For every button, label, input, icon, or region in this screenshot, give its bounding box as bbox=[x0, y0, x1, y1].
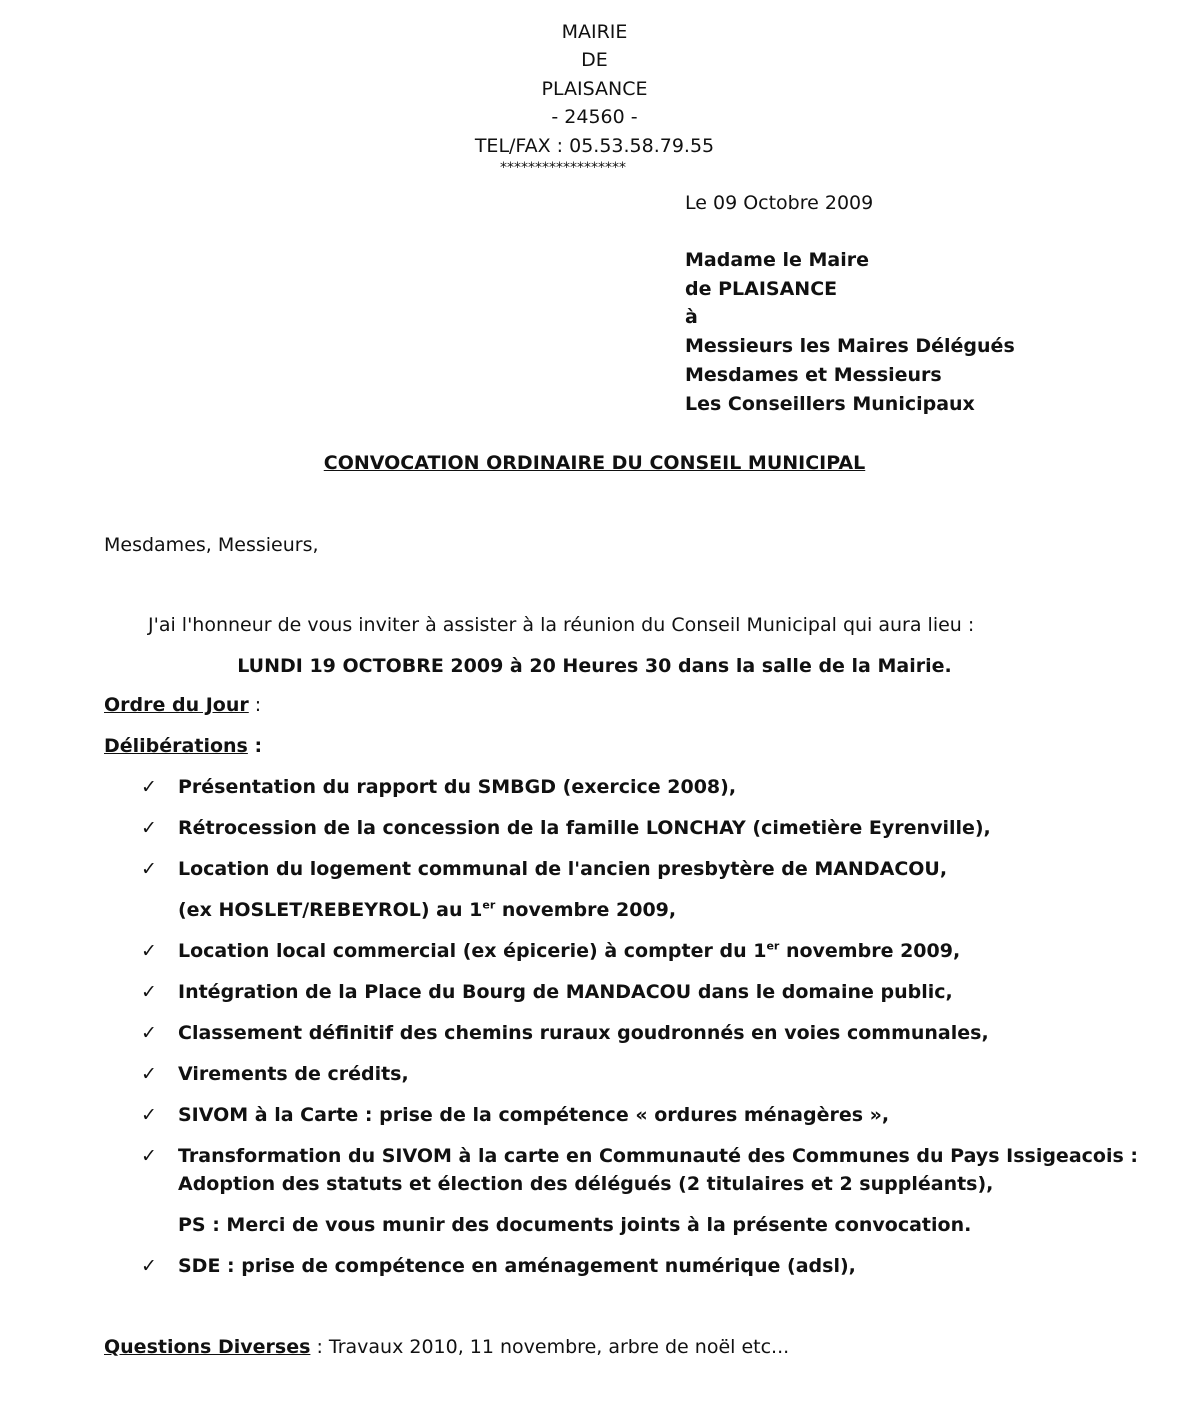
questions-label: Questions Diverses bbox=[104, 1336, 311, 1358]
intro-paragraph: J'ai l'honneur de vous inviter à assister à la réunion du Conseil Municipal qui aura lieu : bbox=[148, 614, 975, 636]
header-telfax: TEL/FAX : 05.53.58.79.55 bbox=[474, 135, 715, 157]
list-item: Transformation du SIVOM à la carte en Communauté des Communes du Pays Issigeacois : bbox=[178, 1145, 1138, 1167]
list-item-text: Location local commercial (ex épicerie) à compter du 1 bbox=[178, 940, 767, 962]
superscript: er bbox=[482, 898, 496, 912]
agenda-heading bbox=[104, 694, 261, 716]
list-item: SIVOM à la Carte : prise de la compétence « ordures ménagères », bbox=[178, 1104, 890, 1126]
header-postcode: - 24560 - bbox=[551, 106, 638, 128]
meeting-details: LUNDI 19 OCTOBRE 2009 à 20 Heures 30 dans la salle de la Mairie. bbox=[237, 655, 952, 677]
list-item-text: (ex HOSLET/REBEYROL) au 1 bbox=[178, 899, 483, 921]
list-item: Classement définitif des chemins ruraux goudronnés en voies communales, bbox=[178, 1022, 989, 1044]
header-mairie: MAIRIE bbox=[561, 21, 628, 43]
recipient-line-2: de PLAISANCE bbox=[685, 278, 838, 300]
check-icon: ✓ bbox=[141, 1022, 157, 1044]
list-item-continued bbox=[178, 899, 676, 921]
list-item: Location du logement communal de l'ancien presbytère de MANDACOU, bbox=[178, 858, 948, 880]
list-item: Présentation du rapport du SMBGD (exercice 2008), bbox=[178, 776, 737, 798]
agenda-colon: : bbox=[248, 694, 262, 716]
header-plaisance: PLAISANCE bbox=[541, 78, 648, 100]
agenda-label: Ordre du Jour bbox=[104, 694, 249, 716]
ps-note: PS : Merci de vous munir des documents joints à la présente convocation. bbox=[178, 1214, 972, 1236]
recipient-line-6: Les Conseillers Municipaux bbox=[685, 393, 975, 415]
recipient-line-4: Messieurs les Maires Délégués bbox=[685, 335, 1015, 357]
header-de: DE bbox=[581, 49, 608, 71]
list-item-text: novembre 2009, bbox=[495, 899, 677, 921]
list-item-text: novembre 2009, bbox=[779, 940, 961, 962]
list-item bbox=[178, 940, 960, 962]
questions-diverses bbox=[104, 1336, 789, 1358]
recipient-line-1: Madame le Maire bbox=[685, 249, 869, 271]
check-icon: ✓ bbox=[141, 981, 157, 1003]
recipient-line-5: Mesdames et Messieurs bbox=[685, 364, 942, 386]
deliberations-label: Délibérations bbox=[104, 735, 248, 757]
check-icon: ✓ bbox=[141, 817, 157, 839]
superscript: er bbox=[766, 939, 780, 953]
list-item: Intégration de la Place du Bourg de MANDACOU dans le domaine public, bbox=[178, 981, 953, 1003]
check-icon: ✓ bbox=[141, 1063, 157, 1085]
check-icon: ✓ bbox=[141, 776, 157, 798]
header-stars: ****************** bbox=[500, 160, 626, 176]
check-icon: ✓ bbox=[141, 1104, 157, 1126]
list-item: SDE : prise de compétence en aménagement numérique (adsl), bbox=[178, 1255, 856, 1277]
deliberations-colon: : bbox=[247, 735, 263, 757]
check-icon: ✓ bbox=[141, 858, 157, 880]
letter-date: Le 09 Octobre 2009 bbox=[685, 192, 874, 214]
questions-text: : Travaux 2010, 11 novembre, arbre de noël etc... bbox=[310, 1336, 790, 1358]
list-item: Virements de crédits, bbox=[178, 1063, 409, 1085]
check-icon: ✓ bbox=[141, 940, 157, 962]
recipient-line-3: à bbox=[685, 306, 698, 328]
check-icon: ✓ bbox=[141, 1145, 157, 1167]
check-icon: ✓ bbox=[141, 1255, 157, 1277]
document-title: CONVOCATION ORDINAIRE DU CONSEIL MUNICIPAL bbox=[323, 452, 866, 474]
list-item: Rétrocession de la concession de la famille LONCHAY (cimetière Eyrenville), bbox=[178, 817, 991, 839]
deliberations-heading bbox=[104, 735, 262, 757]
salutation: Mesdames, Messieurs, bbox=[104, 534, 319, 556]
list-item-continued: Adoption des statuts et élection des délégués (2 titulaires et 2 suppléants), bbox=[178, 1173, 994, 1195]
